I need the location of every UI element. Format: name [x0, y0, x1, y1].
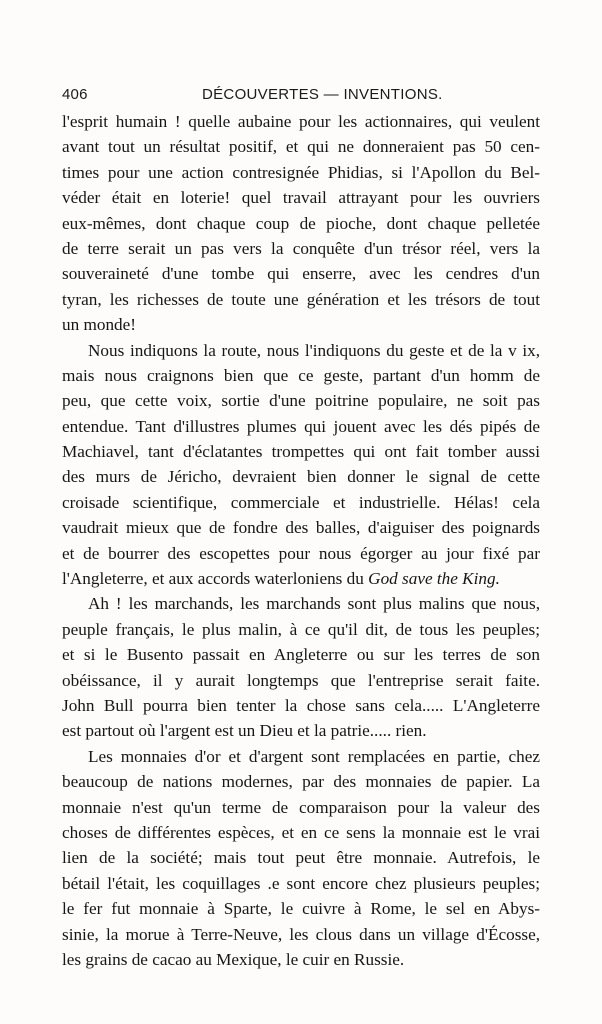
paragraph — [62, 591, 540, 743]
text-line: lien de la société; mais tout peut être monnaie. Autrefois, le — [62, 848, 540, 868]
text-line: John Bull pourra bien tenter la chose sans cela..... L'Angleterre — [62, 695, 540, 715]
text-line: souveraineté d'une tombe qui enserre, avec les cendres d'un — [62, 264, 540, 284]
text-line: et si le Busento passait en Angleterre ou sur les terres de son — [62, 645, 540, 665]
text-line: peuple français, le plus malin, à ce qu'il dit, de tous les peuples; — [62, 619, 540, 639]
running-title: DÉCOUVERTES — INVENTIONS. — [202, 86, 443, 103]
text-line: beaucoup de nations modernes, par des monnaies de papier. La — [62, 772, 540, 792]
text-line: mais nous craignons bien que ce geste, partant d'un homm de — [62, 365, 540, 385]
paragraph — [62, 744, 540, 973]
text-line: est partout où l'argent est un Dieu et la patrie..... rien. — [62, 721, 427, 741]
text-line: Machiavel, tant d'éclatantes trompettes qui ont fait tomber aussi — [62, 442, 540, 462]
text-line: des murs de Jéricho, devraient bien donner le signal de cette — [62, 467, 540, 487]
italic-title: God save the King. — [368, 569, 500, 589]
text-line: eux-mêmes, dont chaque coup de pioche, dont chaque pelletée — [62, 213, 540, 233]
text-fragment: l'Angleterre, et aux accords waterloniens du — [62, 569, 369, 589]
text-line: de terre serait un pas vers la conquête d'un trésor réel, vers la — [62, 238, 540, 258]
text-line: entendue. Tant d'illustres plumes qui jouent avec les dés pipés de — [62, 416, 540, 436]
text-line: tyran, les richesses de toute une génération et les trésors de tout — [62, 289, 540, 309]
text-line: Les monnaies d'or et d'argent sont remplacées en partie, chez — [88, 746, 540, 766]
text-line: croisade scientifique, commerciale et industrielle. Hélas! cela — [62, 492, 540, 512]
body-text — [62, 109, 540, 972]
text-line: le fer fut monnaie à Sparte, le cuivre à Rome, le sel en Abys- — [62, 899, 540, 919]
text-line: times pour une action contresignée Phidias, si l'Apollon du Bel- — [62, 162, 540, 182]
text-line: avant tout un résultat positif, et qui ne donneraient pas 50 cen- — [62, 137, 540, 157]
text-line: Nous indiquons la route, nous l'indiquons du geste et de la v ix, — [88, 340, 540, 360]
text-line: véder était en loterie! quel travail attrayant pour les ouvriers — [62, 188, 540, 208]
text-line: peu, que cette voix, sortie d'une poitrine populaire, ne soit pas — [62, 391, 540, 411]
text-line: l'esprit humain ! quelle aubaine pour les actionnaires, qui veulent — [62, 112, 540, 131]
text-line: vaudrait mieux que de fondre des balles, d'aiguiser des poignards — [62, 518, 540, 538]
text-line: choses de différentes espèces, et en ce sens la monnaie est le vrai — [62, 822, 540, 842]
text-line: monnaie n'est qu'un terme de comparaison pour la valeur des — [62, 797, 540, 817]
text-line: obéissance, il y aurait longtemps que l'entreprise serait faite. — [62, 670, 540, 690]
text-line: bétail l'était, les coquillages .e sont encore chez plusieurs peuples; — [62, 873, 540, 893]
paragraph — [62, 338, 540, 592]
text-line: Ah ! les marchands, les marchands sont plus malins que nous, — [88, 594, 540, 614]
paragraph — [62, 109, 540, 338]
text-line — [62, 566, 540, 591]
text-line: un monde! — [62, 315, 136, 335]
text-line: sinie, la morue à Terre-Neuve, les clous dans un village d'Écosse, — [62, 924, 540, 944]
running-header — [62, 86, 540, 108]
page-number: 406 — [62, 86, 88, 103]
text-line: les grains de cacao au Mexique, le cuir en Russie. — [62, 949, 405, 969]
text-line: et de bourrer des escopettes pour nous égorger au jour fixé par — [62, 543, 540, 563]
